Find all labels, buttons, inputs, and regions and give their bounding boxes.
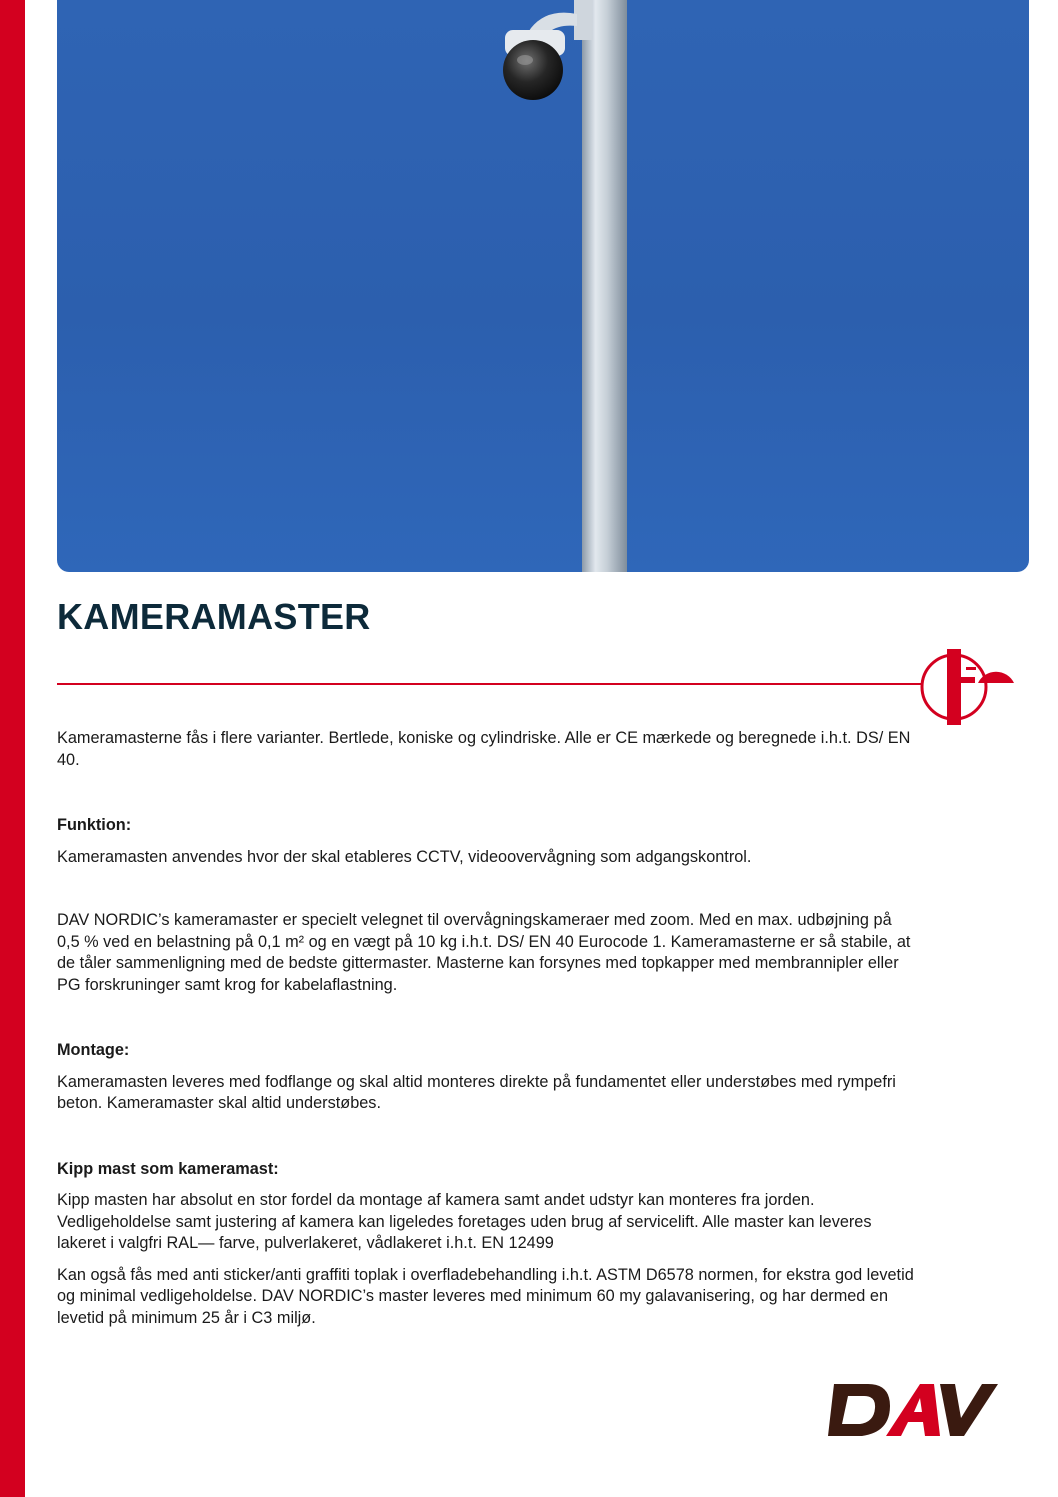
title-divider	[57, 683, 923, 685]
montage-paragraph: Kameramasten leveres med fodflange og skal altid monteres direkte på fundamentet eller understøbes med rympefri beton. Kameramaster skal altid understøbes.	[57, 1072, 896, 1112]
hero-photo-camera-mast	[57, 0, 1029, 572]
document-body	[57, 728, 917, 1329]
section-heading-kipp-mast: Kipp mast som kameramast:	[57, 1159, 279, 1178]
mast-pole	[582, 0, 627, 572]
section-heading-montage: Montage:	[57, 1041, 130, 1059]
dav-emblem-icon	[918, 645, 1018, 734]
section-heading-funktion: Funktion:	[57, 816, 132, 834]
camera-dome	[503, 40, 563, 100]
left-accent-bar	[0, 0, 25, 1497]
funktion-paragraph-1: Kameramasten anvendes hvor der skal etableres CCTV, videoovervågning som adgangskontrol.	[57, 847, 752, 866]
intro-paragraph: Kameramasterne fås i flere varianter. Bertlede, koniske og cylindriske. Alle er CE mærkede og beregnede i.h.t. DS/ EN 40.	[57, 729, 911, 769]
funktion-paragraph-2: DAV NORDIC’s kameramaster er specielt velegnet til overvågningskameraer med zoom. Med en max. udbøjning på 0,5 % ved en belastning på 0,1 m² og en vægt på 10 kg i.h.t. DS/ EN 40 Eurocode 1. Kameramasterne er så stabile, at de tåler sammenligning med de bedste gittermaster. Masterne kan forsynes med topkapper med membrannipler eller PG forskruninger samt krog for kabelaflastning.	[57, 911, 911, 994]
dav-logo	[828, 1380, 1000, 1445]
kipp-paragraph-2: Kan også fås med anti sticker/anti graffiti toplak i overfladebehandling i.h.t. ASTM D6578 normen, for ekstra god levetid og minimal vedligeholdelse. DAV NORDIC’s master leveres med minimum 60 my galavanisering, og har dermed en levetid på minimum 25 år i C3 miljø.	[57, 1265, 914, 1327]
page-title: KAMERAMASTER	[57, 596, 371, 637]
kipp-paragraph-1: Kipp masten har absolut en stor fordel da montage af kamera samt andet udstyr kan monteres fra jorden. Vedligeholdelse samt justering af kamera kan ligeledes foretages uden brug af servicelift. Alle master kan leveres lakeret i valgfri RAL— farve, pulverlakeret, vådlakeret i.h.t. EN 12499	[57, 1191, 872, 1252]
